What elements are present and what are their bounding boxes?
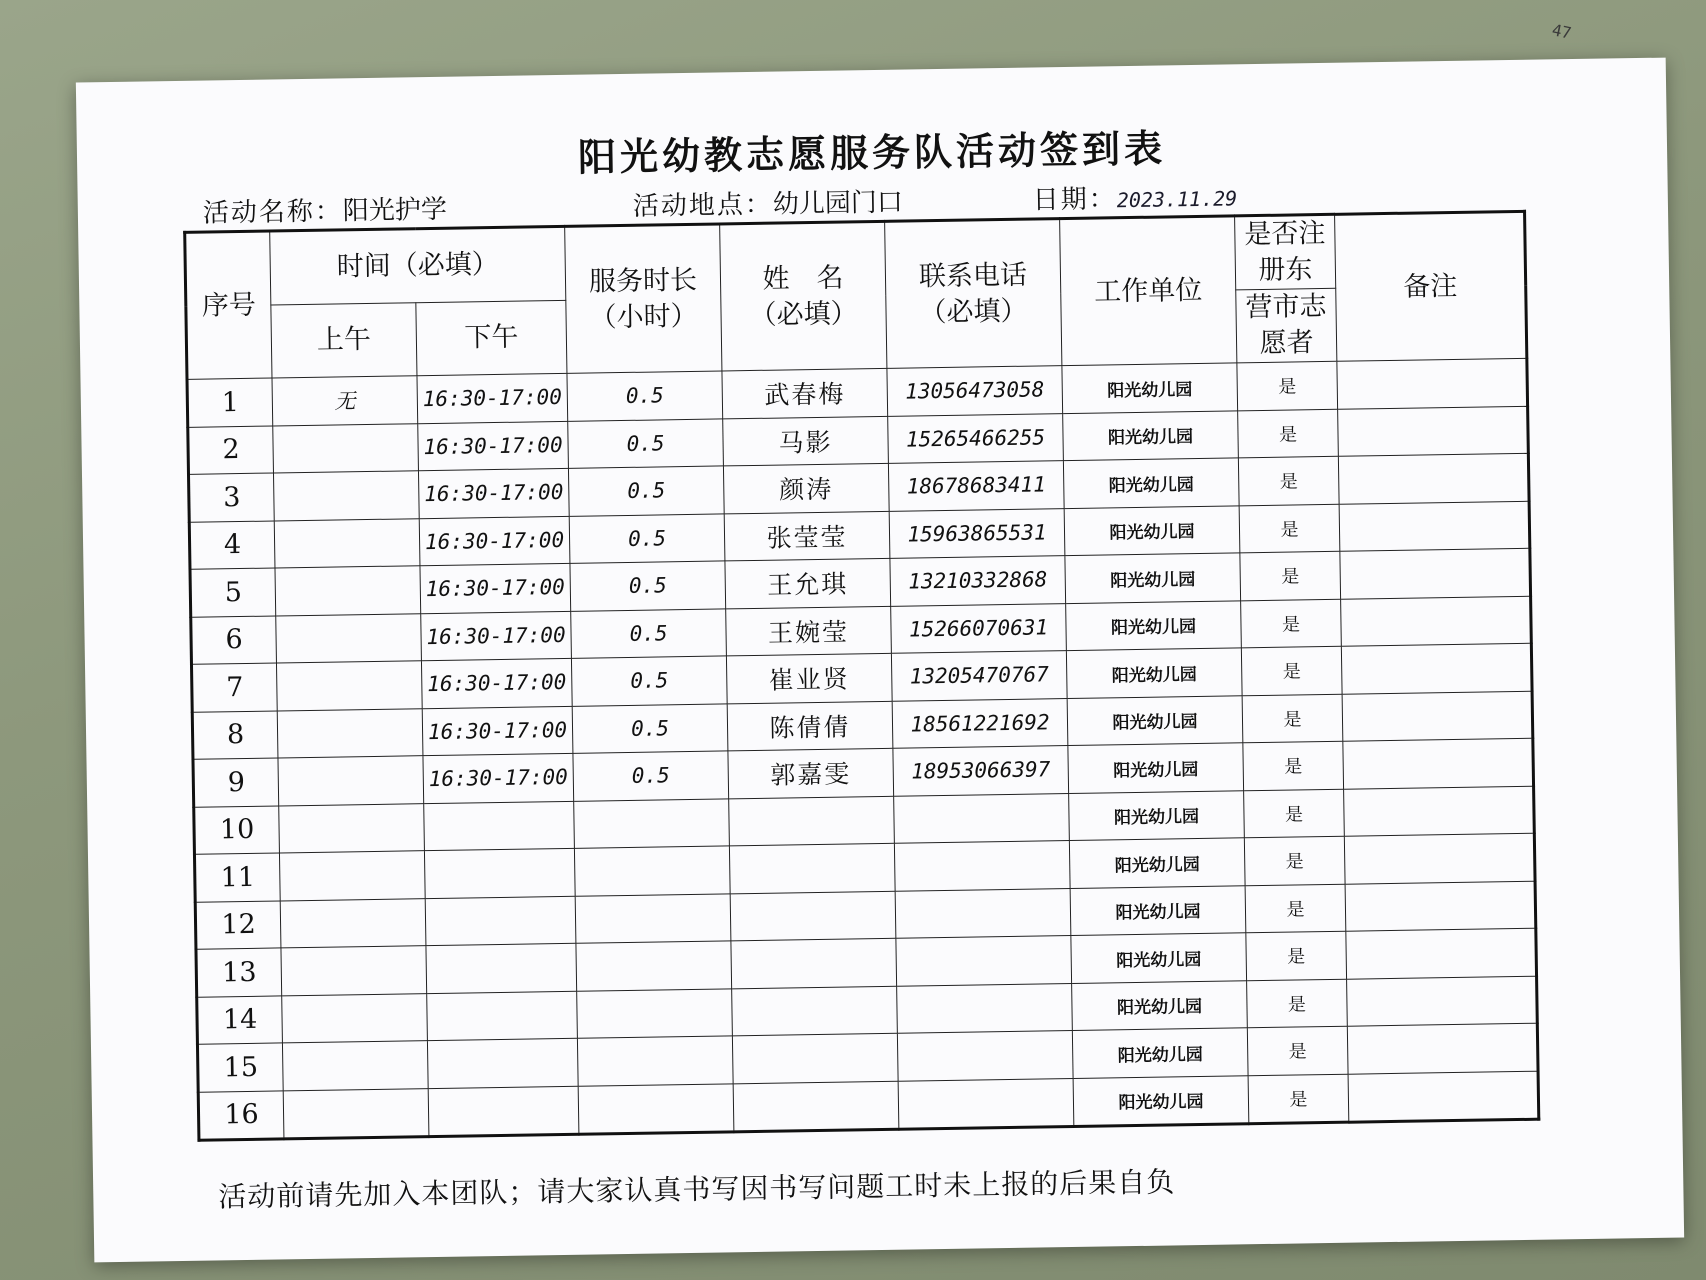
cell-am [273,423,419,473]
cell-am [276,661,422,711]
cell-pm: 16:30-17:00 [421,611,572,661]
cell-unit: 阳光幼儿园 [1063,410,1239,460]
cell-duration [574,798,730,848]
cell-am [275,566,421,616]
cell-registered: 是 [1238,409,1339,458]
cell-am [273,471,419,521]
cell-seq: 6 [191,615,277,664]
location-value: 幼儿园门口 [772,187,904,220]
cell-name: 颜涛 [723,463,889,513]
header-name [720,221,887,371]
cell-registered: 是 [1240,551,1341,600]
cell-name: 马影 [723,416,889,466]
cell-am [279,803,425,853]
cell-registered: 是 [1241,599,1342,648]
sign-in-sheet [76,58,1684,1263]
cell-remark [1341,596,1532,646]
location-label: 活动地点： [632,189,774,222]
cell-phone: 15265466255 [888,413,1064,463]
header-name-line1: 姓 名 [762,262,844,295]
cell-remark [1340,548,1531,598]
cell-pm [427,1038,578,1088]
cell-seq: 9 [193,758,279,807]
cell-am [283,1088,429,1139]
cell-pm [424,801,575,851]
cell-seq: 4 [189,520,275,569]
cell-registered: 是 [1239,504,1340,553]
cell-am [280,898,426,948]
cell-registered: 是 [1245,884,1346,933]
cell-remark [1341,643,1532,693]
cell-remark [1344,833,1535,883]
cell-registered: 是 [1241,646,1342,695]
header-pm: 下午 [416,300,567,375]
header-name-line2: （必填） [749,297,858,331]
cell-unit: 阳光幼儿园 [1067,695,1243,745]
cell-unit: 阳光幼儿园 [1065,553,1241,603]
cell-phone: 18953066397 [893,746,1069,796]
header-phone [885,219,1062,369]
header-phone-line1: 联系电话 [918,259,1028,292]
cell-duration: 0.5 [568,466,724,516]
cell-pm: 16:30-17:00 [418,421,569,471]
cell-name: 王允琪 [725,558,891,608]
cell-remark [1347,976,1538,1026]
cell-phone [896,936,1072,986]
cell-duration [575,893,731,943]
cell-pm [426,943,577,993]
header-registered-line1: 是否注册东 [1235,214,1336,290]
cell-registered: 是 [1238,456,1339,505]
cell-seq: 3 [188,473,274,522]
cell-duration [577,1036,733,1086]
cell-seq: 12 [195,900,281,949]
cell-registered: 是 [1247,1026,1348,1075]
cell-seq: 15 [197,1043,283,1092]
cell-pm [424,848,575,898]
cell-unit: 阳光幼儿园 [1071,933,1247,983]
cell-seq: 13 [196,948,282,997]
cell-phone: 18561221692 [892,698,1068,748]
cell-seq: 7 [191,663,277,712]
cell-pm: 16:30-17:00 [418,468,569,518]
cell-registered: 是 [1243,741,1344,790]
cell-remark [1338,406,1529,456]
cell-unit: 阳光幼儿园 [1064,505,1240,555]
cell-remark [1339,501,1530,551]
cell-remark [1342,691,1533,741]
cell-remark [1346,928,1537,978]
activity-name-label: 活动名称： [202,196,344,229]
cell-seq: 10 [194,805,280,854]
date-label: 日期： [1032,184,1118,216]
cell-unit: 阳光幼儿园 [1066,600,1242,650]
cell-pm: 16:30-17:00 [420,563,571,613]
activity-name-value: 阳光护学 [342,194,448,227]
cell-seq: 8 [192,710,278,759]
cell-seq: 14 [197,995,283,1044]
cell-unit: 阳光幼儿园 [1068,743,1244,793]
cell-phone [894,841,1070,891]
cell-am [282,1041,428,1091]
cell-name [732,986,898,1036]
cell-phone [897,1031,1073,1081]
cell-remark [1345,881,1536,931]
corner-note: 47 [1550,20,1574,43]
cell-registered: 是 [1242,694,1343,743]
cell-am [276,613,422,663]
cell-registered: 是 [1247,979,1348,1028]
cell-unit: 阳光幼儿园 [1069,790,1245,840]
cell-pm: 16:30-17:00 [417,373,568,423]
header-time: 时间（必填） [270,226,566,305]
cell-duration: 0.5 [567,371,723,421]
cell-duration [576,941,732,991]
cell-am [279,851,425,901]
cell-phone [894,793,1070,843]
cell-phone: 15963865531 [889,508,1065,558]
date-value: 2023.11.29 [1116,186,1238,213]
cell-duration: 0.5 [570,561,726,611]
sign-in-table [183,210,1540,1142]
cell-phone: 13056473058 [887,366,1063,416]
cell-registered: 是 [1237,361,1338,410]
cell-duration: 0.5 [569,513,725,563]
cell-pm [428,1086,579,1137]
cell-name: 武春梅 [722,368,888,418]
cell-name [729,796,895,846]
footer-note: 活动前请先加入本团队；请大家认真书写因书写问题工时未上报的后果自负 [218,1165,1176,1214]
cell-pm: 16:30-17:00 [421,658,572,708]
cell-unit: 阳光幼儿园 [1072,980,1248,1030]
cell-unit: 阳光幼儿园 [1063,458,1239,508]
cell-remark [1343,738,1534,788]
cell-phone [898,1078,1074,1129]
cell-duration: 0.5 [572,703,728,753]
header-duration [565,224,722,373]
cell-name: 崔业贤 [726,653,892,703]
cell-phone: 18678683411 [888,461,1064,511]
cell-am [274,518,420,568]
cell-am [281,946,427,996]
cell-remark [1348,1071,1539,1122]
activity-name-field [203,189,448,230]
header-remark: 备注 [1335,211,1527,361]
table-body [187,358,1539,1140]
cell-remark [1337,358,1528,408]
cell-phone: 15266070631 [891,603,1067,653]
cell-remark [1347,1023,1538,1073]
cell-unit: 阳光幼儿园 [1066,648,1242,698]
cell-seq: 1 [187,378,273,427]
cell-duration [577,988,733,1038]
cell-remark [1344,786,1535,836]
cell-unit: 阳光幼儿园 [1072,1028,1248,1078]
location-field [633,182,904,223]
cell-seq: 5 [190,568,276,617]
cell-name [733,1081,899,1132]
cell-registered: 是 [1244,836,1345,885]
header-phone-line2: （必填） [919,295,1028,328]
cell-phone [895,888,1071,938]
cell-duration [574,846,730,896]
cell-duration: 0.5 [571,608,727,658]
cell-pm: 16:30-17:00 [423,753,574,803]
cell-phone [897,983,1073,1033]
cell-registered: 是 [1248,1074,1349,1124]
cell-pm [425,896,576,946]
cell-duration: 0.5 [571,656,727,706]
cell-duration [578,1083,734,1134]
cell-name [730,891,896,941]
cell-pm [427,991,578,1041]
header-registered-line2: 营市志愿者 [1236,288,1337,363]
cell-phone: 13210332868 [890,556,1066,606]
cell-unit: 阳光幼儿园 [1073,1075,1249,1126]
cell-duration: 0.5 [573,751,729,801]
cell-unit: 阳光幼儿园 [1062,363,1238,413]
cell-name: 张莹莹 [724,511,890,561]
header-duration-line2: （小时） [589,300,698,334]
sheet-title: 阳光幼教志愿服务队活动签到表 [577,126,1167,180]
cell-seq: 16 [198,1090,284,1140]
date-field [1032,176,1237,216]
cell-am: 无 [272,376,418,426]
cell-am [282,993,428,1043]
cell-name: 王婉莹 [726,606,892,656]
cell-phone: 13205470767 [891,651,1067,701]
cell-remark [1338,453,1529,503]
header-duration-line1: 服务时长 [588,264,698,298]
cell-pm: 16:30-17:00 [422,706,573,756]
cell-name [732,1033,898,1083]
cell-unit: 阳光幼儿园 [1069,838,1245,888]
cell-seq: 11 [194,853,280,902]
cell-registered: 是 [1244,789,1345,838]
cell-unit: 阳光幼儿园 [1070,885,1246,935]
cell-am [277,708,423,758]
cell-name: 陈倩倩 [727,701,893,751]
cell-duration: 0.5 [568,418,724,468]
cell-name: 郭嘉雯 [728,748,894,798]
cell-name [729,843,895,893]
cell-pm: 16:30-17:00 [419,516,570,566]
cell-seq: 2 [188,426,274,475]
cell-registered: 是 [1246,931,1347,980]
cell-am [278,756,424,806]
cell-name [731,938,897,988]
header-am: 上午 [271,303,417,378]
header-seq: 序号 [185,231,272,379]
header-unit: 工作单位 [1060,216,1237,366]
